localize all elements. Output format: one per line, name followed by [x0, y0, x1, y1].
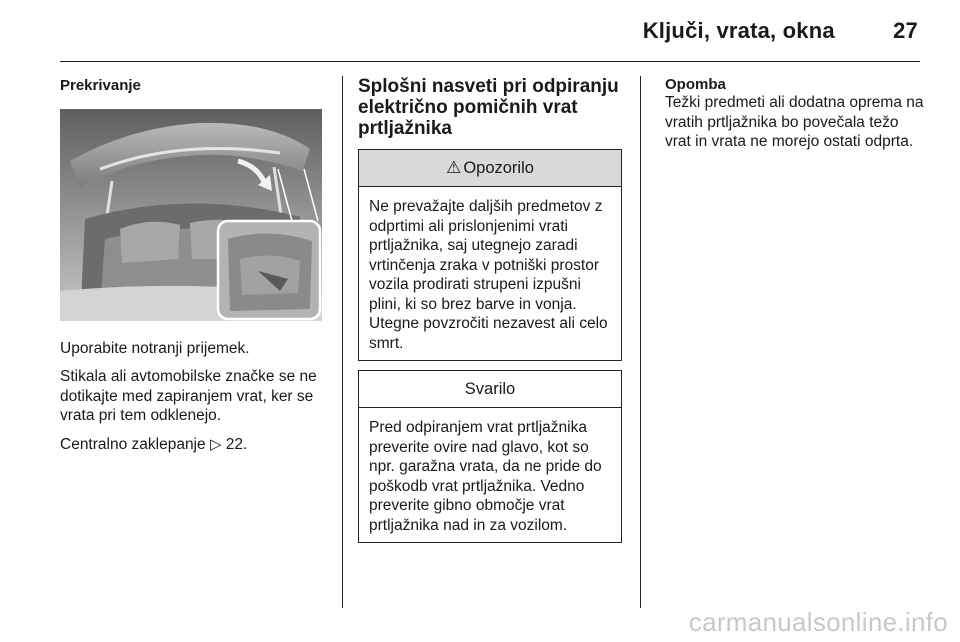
caution-header: Svarilo [359, 371, 621, 408]
page-header [643, 18, 918, 44]
caution-text: Pred odpiranjem vrat prtljažnika preverite ovire nad glavo, kot so npr. garažna vrata, da ne pride do poškodb vrat prtljažnika. Vedno preverite gibno območje vrat prtljažnika nad in za vozilom. [369, 419, 602, 534]
column-1 [60, 76, 330, 463]
subheading: Prekrivanje [60, 77, 141, 94]
watermark: carmanualsonline.info [688, 607, 948, 637]
reference-arrow-icon: ▷ [209, 435, 222, 453]
page-title: Ključi, vrata, okna [642, 18, 835, 43]
warning-box [358, 149, 622, 361]
page-number: 27 [893, 18, 918, 43]
warning-triangle-icon: ⚠ [446, 158, 462, 177]
note-title: Opomba [665, 76, 726, 93]
paragraph: Stikala ali avtomobilske značke se ne dotikajte med zapiranjem vrat, ker se vrata pri tem odklenejo. [60, 368, 317, 424]
column-divider [342, 76, 343, 608]
note-text: Težki predmeti ali dodatna oprema na vratih prtljažnika bo povečala težo vrat in vrata ne morejo ostati odprta. [665, 94, 924, 150]
tailgate-interior-illustration [60, 109, 322, 321]
paragraph: Uporabite notranji prijemek. [60, 339, 250, 357]
column-2 [358, 76, 623, 552]
caution-box [358, 370, 622, 543]
section-title: Splošni nasveti pri odpiranju električno pomičnih vrat prtljažnika [358, 76, 619, 139]
warning-text: Ne prevažajte daljših predmetov z odprtimi ali prislonjenimi vrati prtljažnika, saj utegnejo zaradi vrtinčenja zraka v potniški prostor vozila prodirati strupeni izpušni plini, ki so brez barve in vonja. Utegne povzročiti nezavest ali celo smrt. [369, 198, 608, 352]
warning-label: Opozorilo [463, 159, 534, 177]
reference-page: 22. [225, 435, 248, 453]
warning-header [359, 150, 621, 187]
reference-text: Centralno zaklepanje [60, 435, 206, 453]
column-divider [640, 76, 641, 608]
column-3 [665, 76, 925, 152]
cross-reference [60, 435, 330, 455]
header-rule [60, 61, 920, 62]
